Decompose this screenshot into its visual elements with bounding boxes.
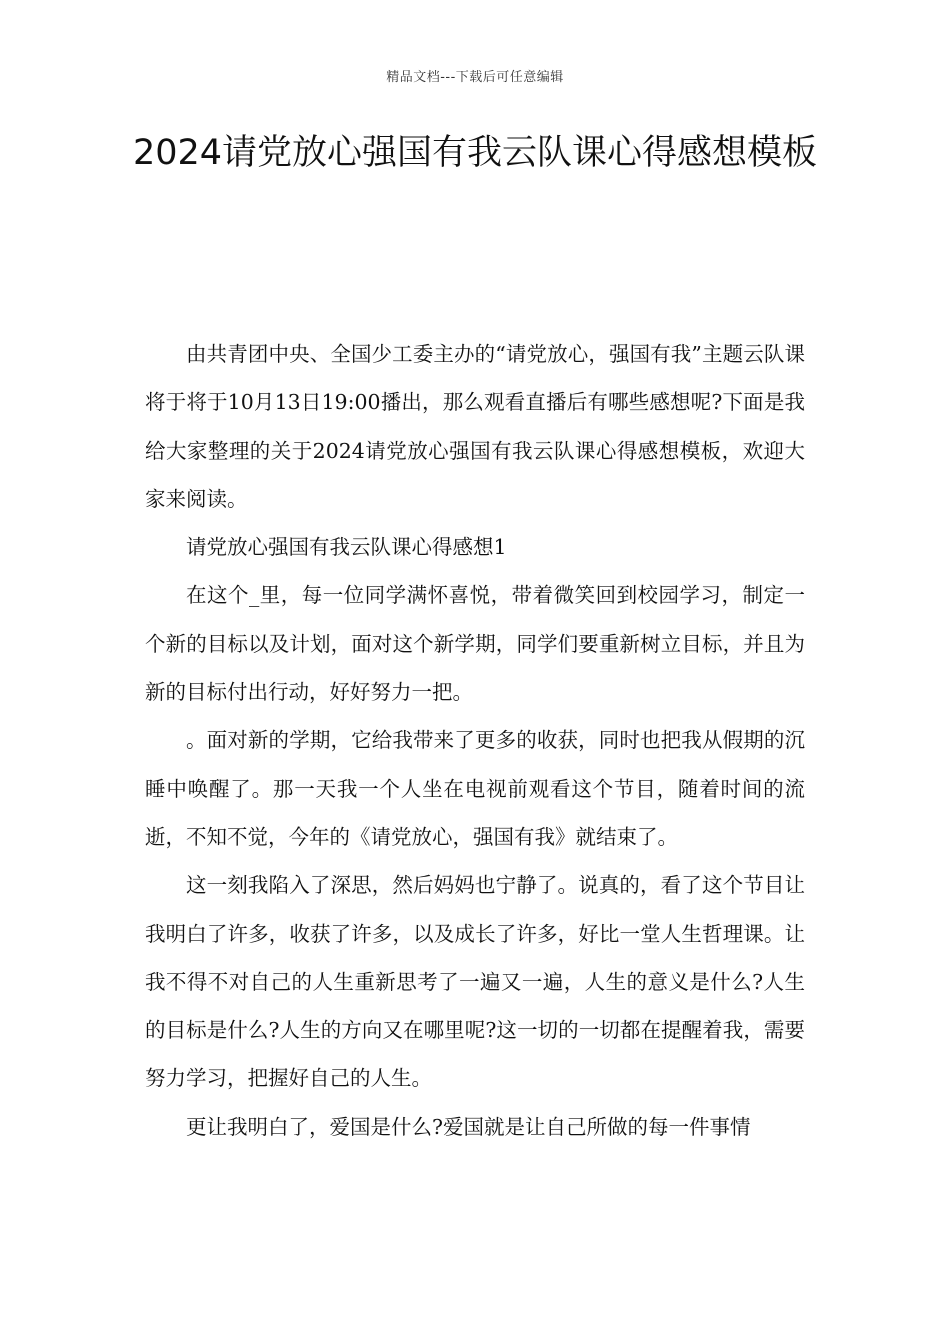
document-body [145, 330, 805, 1151]
paragraph: 在这个_里，每一位同学满怀喜悦，带着微笑回到校园学习，制定一个新的目标以及计划，面对这个新学期，同学们要重新树立目标，并且为新的目标付出行动，好好努力一把。 [145, 583, 805, 705]
header-note: 精品文档---下载后可任意编辑 [386, 70, 564, 85]
paragraph: 。面对新的学期，它给我带来了更多的收获，同时也把我从假期的沉睡中唤醒了。那一天我一个人坐在电视前观看这个节目，随着时间的流逝，不知不觉，今年的《请党放心，强国有我》就结束了。 [145, 728, 805, 849]
paragraph: 更让我明白了，爱国是什么?爱国就是让自己所做的每一件事情 [186, 1114, 751, 1139]
paragraph-intro: 由共青团中央、全国少工委主办的“请党放心，强国有我”主题云队课将于将于10月13日19:00播出，那么观看直播后有哪些感想呢?下面是我给大家整理的关于2024请党放心强国有我云队课心得感想模板，欢迎大家来阅读。 [145, 342, 805, 511]
document-title: 2024请党放心强国有我云队课心得感想模板 [132, 133, 818, 173]
paragraph: 这一刻我陷入了深思，然后妈妈也宁静了。说真的，看了这个节目让我明白了许多，收获了许多，以及成长了许多，好比一堂人生哲理课。让我不得不对自己的人生重新思考了一遍又一遍，人生的意义是什么?人生的目标是什么?人生的方向又在哪里呢?这一切的一切都在提醒着我，需要努力学习，把握好自己的人生。 [145, 873, 805, 1091]
section-heading: 请党放心强国有我云队课心得感想1 [186, 535, 507, 560]
